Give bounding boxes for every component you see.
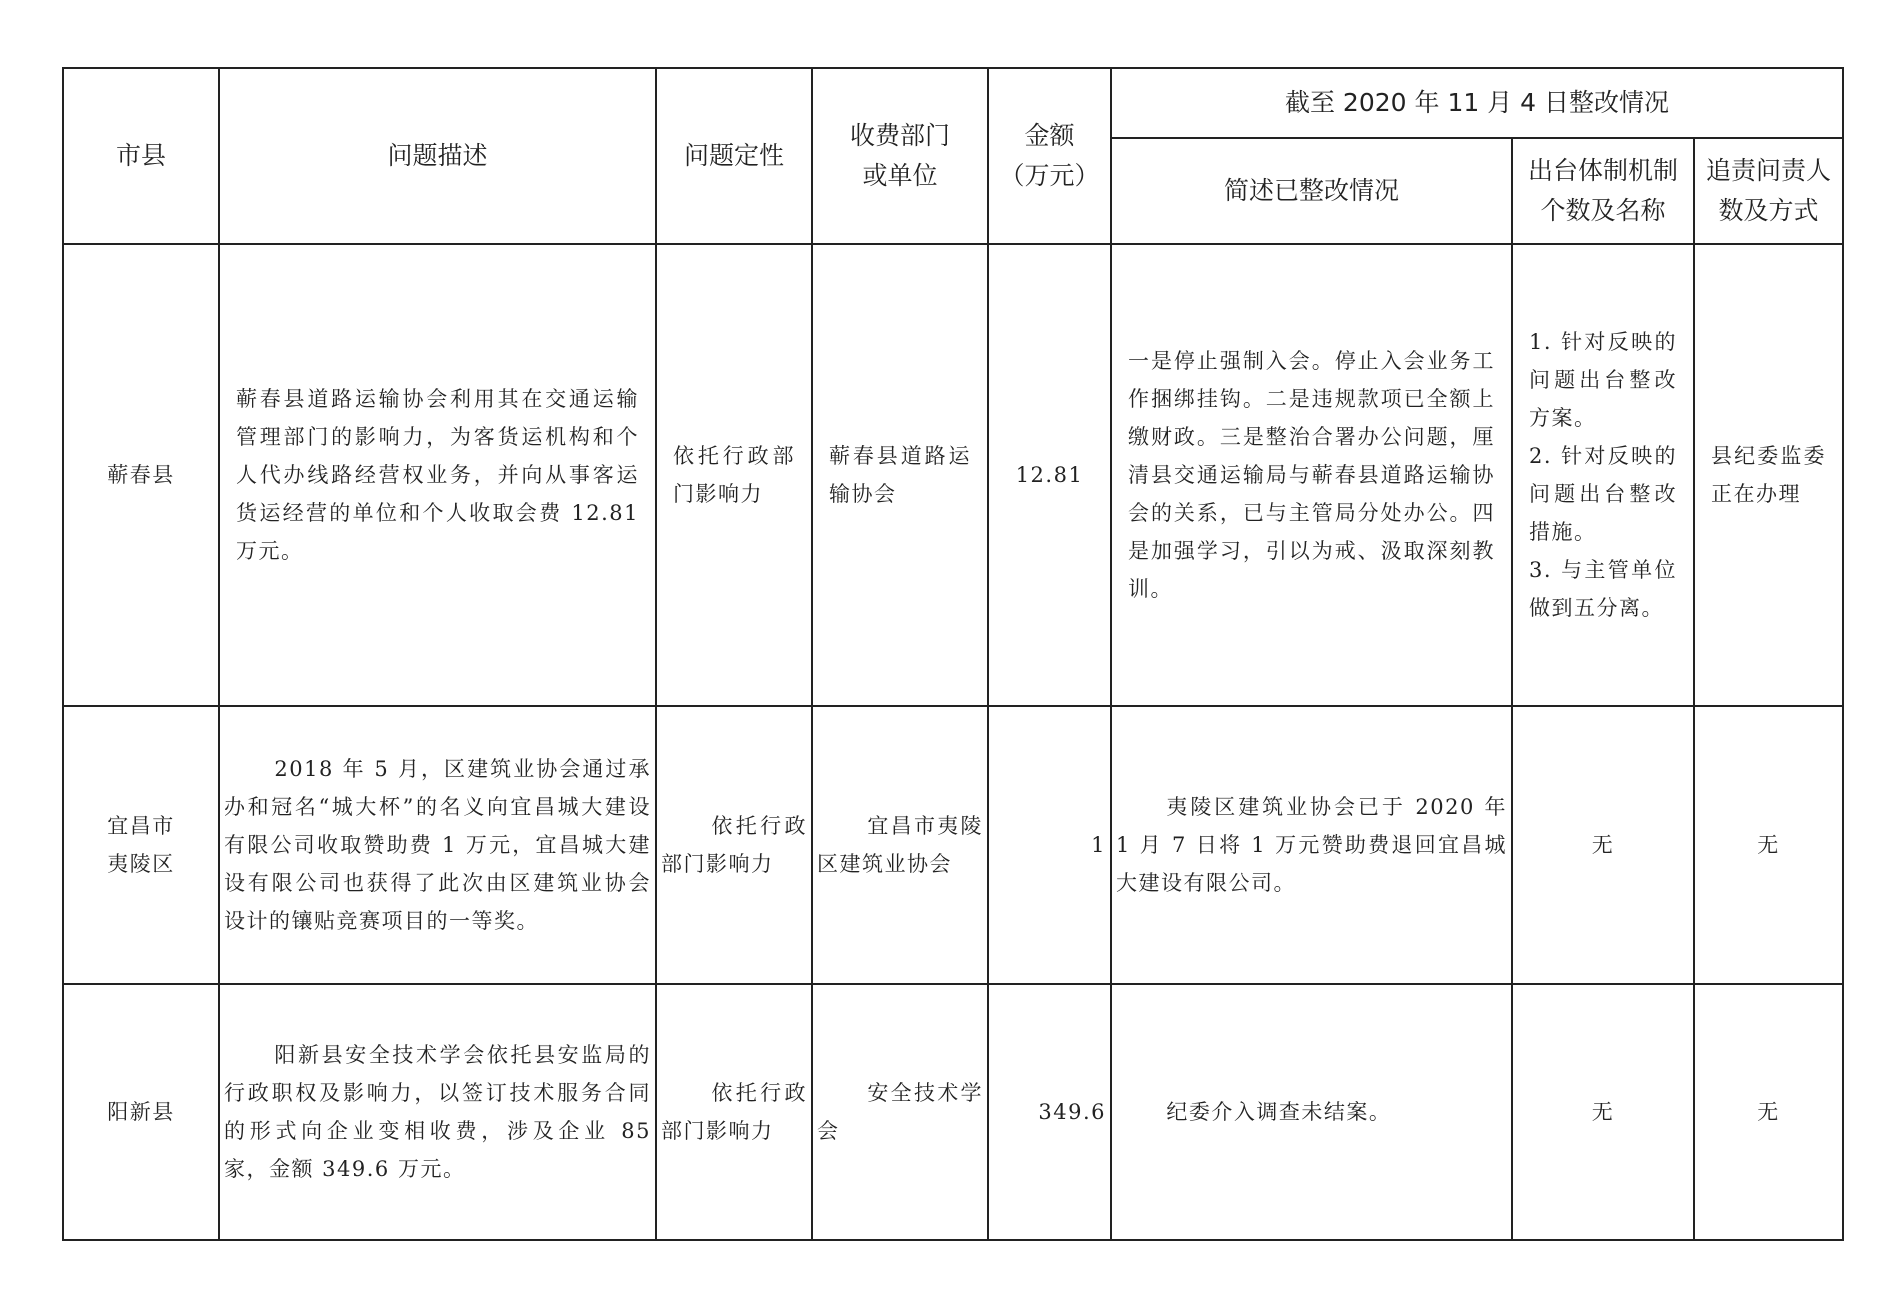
row-unit: 宜昌市夷陵区建筑业协会 xyxy=(812,706,988,984)
header-rectify-group: 截至 2020 年 11 月 4 日整改情况 xyxy=(1111,68,1843,138)
row-city: 阳新县 xyxy=(63,984,219,1240)
row-accountability: 县纪委监委正在办理 xyxy=(1694,244,1843,706)
header-unit: 收费部门 或单位 xyxy=(812,68,988,244)
header-nature: 问题定性 xyxy=(656,68,812,244)
row-city: 蕲春县 xyxy=(63,244,219,706)
header-mechanism: 出台体制机制 个数及名称 xyxy=(1512,138,1694,244)
row-nature: 依托行政部门影响力 xyxy=(656,984,812,1240)
row-amount: 349.6 xyxy=(988,984,1111,1240)
header-amount: 金额 （万元） xyxy=(988,68,1111,244)
row-nature: 依托行政部门影响力 xyxy=(656,244,812,706)
header-city: 市县 xyxy=(63,68,219,244)
row-city: 宜昌市 夷陵区 xyxy=(63,706,219,984)
row-description: 2018 年 5 月，区建筑业协会通过承办和冠名“城大杯”的名义向宜昌城大建设有限公司收取赞助费 1 万元，宜昌城大建设有限公司也获得了此次由区建筑业协会设计的镶贴竞赛项目的一等奖。 xyxy=(219,706,656,984)
table-row xyxy=(63,706,1843,984)
row-rectify: 一是停止强制入会。停止入会业务工作捆绑挂钩。二是违规款项已全额上缴财政。三是整治合署办公问题，厘清县交通运输局与蕲春县道路运输协会的关系，已与主管局分处办公。四是加强学习，引以为戒、汲取深刻教训。 xyxy=(1111,244,1512,706)
row-rectify: 夷陵区建筑业协会已于 2020 年 1 月 7 日将 1 万元赞助费退回宜昌城大建设有限公司。 xyxy=(1111,706,1512,984)
table-row xyxy=(63,984,1843,1240)
header-row-1 xyxy=(63,68,1843,138)
header-description: 问题描述 xyxy=(219,68,656,244)
row-nature: 依托行政部门影响力 xyxy=(656,706,812,984)
row-amount: 1 xyxy=(988,706,1111,984)
row-description: 阳新县安全技术学会依托县安监局的行政职权及影响力，以签订技术服务合同的形式向企业变相收费，涉及企业 85 家，金额 349.6 万元。 xyxy=(219,984,656,1240)
row-mechanism: 无 xyxy=(1512,984,1694,1240)
row-description: 蕲春县道路运输协会利用其在交通运输管理部门的影响力，为客货运机构和个人代办线路经营权业务，并向从事客运货运经营的单位和个人收取会费 12.81 万元。 xyxy=(219,244,656,706)
row-accountability: 无 xyxy=(1694,984,1843,1240)
rectification-table xyxy=(62,67,1844,1241)
header-rectify-brief: 简述已整改情况 xyxy=(1111,138,1512,244)
table-row xyxy=(63,244,1843,706)
row-unit: 蕲春县道路运输协会 xyxy=(812,244,988,706)
row-mechanism: 无 xyxy=(1512,706,1694,984)
row-unit: 安全技术学会 xyxy=(812,984,988,1240)
row-amount: 12.81 xyxy=(988,244,1111,706)
header-accountability: 追责问责人 数及方式 xyxy=(1694,138,1843,244)
row-mechanism: 1. 针对反映的问题出台整改方案。 2. 针对反映的问题出台整改措施。 3. 与主管单位做到五分离。 xyxy=(1512,244,1694,706)
row-accountability: 无 xyxy=(1694,706,1843,984)
row-rectify: 纪委介入调查未结案。 xyxy=(1111,984,1512,1240)
